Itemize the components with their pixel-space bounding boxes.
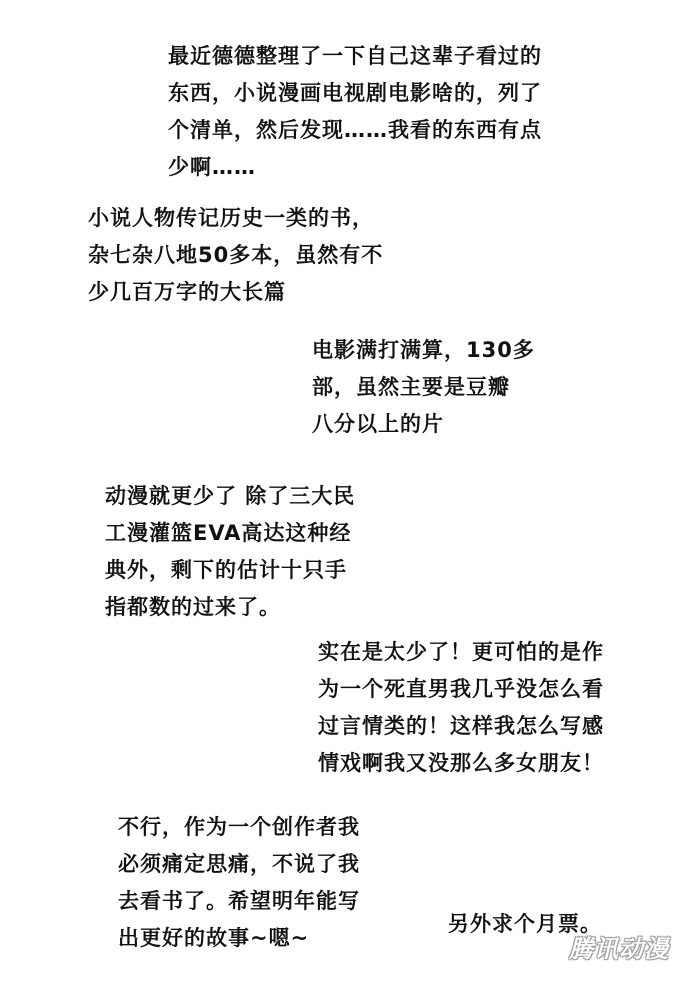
text-block-4 xyxy=(105,478,355,626)
tencent-comic-watermark: 腾讯动漫 xyxy=(569,934,669,963)
text-line: 情戏啊我又没那么多女朋友！ xyxy=(318,751,604,775)
text-line: 去看书了。希望明年能写 xyxy=(118,889,360,913)
text-line: 电影满打满算，130多 xyxy=(312,338,535,362)
text-block-1 xyxy=(168,38,542,186)
text-line: 杂七杂八地50多本，虽然有不 xyxy=(88,243,384,267)
text-line: 少啊…… xyxy=(168,155,256,179)
text-line: 动漫就更少了 除了三大民 xyxy=(105,484,356,508)
text-line: 另外求个月票。 xyxy=(448,912,602,936)
text-block-6 xyxy=(118,809,360,957)
text-block-2 xyxy=(88,200,383,311)
text-line: 少几百万字的大长篇 xyxy=(88,280,286,304)
text-line: 为一个死直男我几乎没怎么看 xyxy=(318,677,604,701)
text-line: 工漫灌篮EVA高达这种经 xyxy=(105,521,352,545)
text-line: 八分以上的片 xyxy=(312,412,444,436)
text-line: 东西，小说漫画电视剧电影啥的，列了 xyxy=(168,81,542,105)
text-line: 个清单，然后发现……我看的东西有点 xyxy=(168,118,542,142)
text-line: 不行，作为一个创作者我 xyxy=(118,815,360,839)
text-block-3 xyxy=(312,332,535,443)
text-line: 必须痛定思痛，不说了我 xyxy=(118,852,360,876)
text-line: 典外，剩下的估计十只手 xyxy=(105,558,347,582)
text-line: 出更好的故事~嗯~ xyxy=(118,926,310,950)
text-line: 指都数的过来了。 xyxy=(105,595,281,619)
text-line: 最近德德整理了一下自己这辈子看过的 xyxy=(168,44,542,68)
text-block-5 xyxy=(318,634,604,782)
text-line: 部，虽然主要是豆瓣 xyxy=(312,375,510,399)
text-line: 实在是太少了！更可怕的是作 xyxy=(318,640,604,664)
text-line: 小说人物传记历史一类的书， xyxy=(88,206,374,230)
text-line: 过言情类的！这样我怎么写感 xyxy=(318,714,604,738)
